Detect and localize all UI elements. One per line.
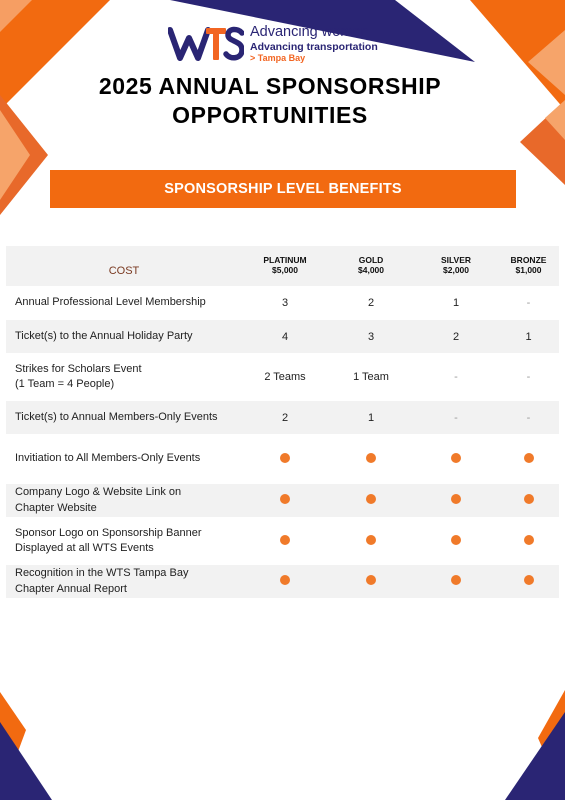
page-title-line1: 2025 ANNUAL SPONSORSHIP — [98, 73, 442, 99]
cell-gold — [328, 494, 414, 507]
benefit-label — [6, 362, 242, 392]
benefit-label-line: Company Logo & Website Link on — [15, 486, 182, 499]
benefit-label-line: Invitiation to All Members-Only Events — [15, 452, 201, 465]
level-name: PLATINUM — [263, 255, 307, 266]
level-header-bronze — [498, 256, 559, 276]
benefit-label-line: Ticket(s) to Annual Members-Only Events — [15, 410, 218, 423]
cell-bronze — [498, 494, 559, 507]
level-name: SILVER — [440, 255, 472, 266]
level-name: GOLD — [358, 255, 384, 266]
benefit-label — [6, 451, 242, 466]
cell-silver — [414, 535, 498, 548]
cell-platinum — [242, 453, 328, 466]
cell-bronze: 1 — [525, 330, 532, 343]
included-dot-icon — [451, 575, 461, 585]
logo-chapter-name: > Tampa Bay — [250, 53, 306, 63]
table-row — [6, 353, 559, 401]
benefit-label — [6, 410, 242, 425]
cost-header: COST — [108, 265, 140, 278]
table-row — [6, 320, 559, 353]
benefit-label — [6, 526, 242, 556]
cell-silver — [414, 575, 498, 588]
cell-bronze: - — [526, 411, 531, 424]
cell-gold: 1 — [367, 411, 375, 424]
cell-silver: - — [454, 371, 458, 383]
table-row — [6, 286, 559, 320]
level-price: $1,000 — [515, 265, 542, 275]
benefit-label — [6, 485, 242, 515]
included-dot-icon — [280, 575, 290, 585]
wts-logo-mark — [168, 24, 244, 64]
corner-triangle-bottom-left-navy — [0, 722, 52, 800]
cell-gold: 3 — [367, 330, 375, 343]
cell-platinum: 4 — [281, 330, 289, 343]
included-dot-icon — [451, 494, 461, 504]
level-header-gold — [328, 256, 414, 276]
logo-tagline-line1: Advancing women — [250, 24, 369, 40]
included-dot-icon — [280, 453, 290, 463]
cell-silver: 1 — [452, 297, 460, 309]
cell-gold: 2 — [367, 297, 375, 309]
included-dot-icon — [366, 575, 376, 585]
level-header-silver — [414, 256, 498, 276]
level-header-platinum — [242, 256, 328, 276]
logo-tagline-line2: Advancing transportation — [250, 40, 378, 53]
benefit-label-line: Displayed at all WTS Events — [15, 542, 154, 554]
benefit-label — [6, 566, 242, 596]
benefit-label — [6, 295, 242, 310]
level-price: $5,000 — [272, 265, 298, 275]
included-dot-icon — [280, 494, 290, 504]
benefit-label-line: Chapter Annual Report — [15, 582, 127, 595]
table-row — [6, 434, 559, 484]
table-row — [6, 517, 559, 565]
cell-platinum: 3 — [281, 297, 289, 309]
table-header-row — [6, 246, 559, 286]
benefit-label-line: Chapter Website — [15, 501, 97, 514]
level-price: $4,000 — [358, 265, 384, 275]
table-body — [6, 286, 559, 598]
included-dot-icon — [451, 453, 461, 463]
cell-silver: 2 — [452, 330, 460, 343]
corner-triangle-bottom-right-navy — [505, 712, 565, 800]
cell-bronze — [498, 453, 559, 466]
cell-platinum — [242, 535, 328, 548]
benefit-label-line: (1 Team = 4 People) — [15, 378, 115, 390]
included-dot-icon — [451, 535, 461, 545]
table-row — [6, 401, 559, 434]
included-dot-icon — [524, 494, 534, 504]
included-dot-icon — [366, 535, 376, 545]
benefit-label-line: Ticket(s) to the Annual Holiday Party — [15, 329, 193, 342]
cell-gold — [328, 453, 414, 466]
cell-gold — [328, 575, 414, 588]
cell-platinum: 2 Teams — [264, 371, 306, 383]
benefit-label-line: Sponsor Logo on Sponsorship Banner — [15, 526, 202, 539]
included-dot-icon — [280, 535, 290, 545]
logo-tagline — [250, 25, 378, 63]
cell-bronze — [498, 535, 559, 548]
cell-bronze: - — [526, 297, 531, 309]
benefit-label-line: Annual Professional Level Membership — [15, 296, 206, 309]
cell-platinum — [242, 575, 328, 588]
table-row — [6, 484, 559, 517]
cell-bronze: - — [526, 371, 531, 383]
cell-silver: - — [454, 411, 458, 424]
cell-silver — [414, 494, 498, 507]
included-dot-icon — [366, 494, 376, 504]
cell-silver — [414, 453, 498, 466]
cell-gold: 1 Team — [353, 371, 389, 383]
benefit-label — [6, 329, 242, 344]
cell-platinum — [242, 494, 328, 507]
sponsorship-table — [6, 246, 559, 598]
included-dot-icon — [524, 575, 534, 585]
benefit-label-line: Recognition in the WTS Tampa Bay — [15, 567, 189, 580]
page-title-line2: OPPORTUNITIES — [172, 102, 368, 129]
cell-gold — [328, 535, 414, 548]
included-dot-icon — [524, 453, 534, 463]
wts-logo — [168, 24, 378, 64]
table-row — [6, 565, 559, 598]
benefit-label-line: Strikes for Scholars Event — [15, 362, 142, 375]
cell-platinum: 2 — [281, 411, 289, 424]
level-name: BRONZE — [510, 255, 547, 266]
included-dot-icon — [524, 535, 534, 545]
page-title — [60, 72, 480, 131]
cell-bronze — [498, 575, 559, 588]
level-price: $2,000 — [443, 265, 469, 275]
included-dot-icon — [366, 453, 376, 463]
section-banner: SPONSORSHIP LEVEL BENEFITS — [50, 170, 516, 208]
